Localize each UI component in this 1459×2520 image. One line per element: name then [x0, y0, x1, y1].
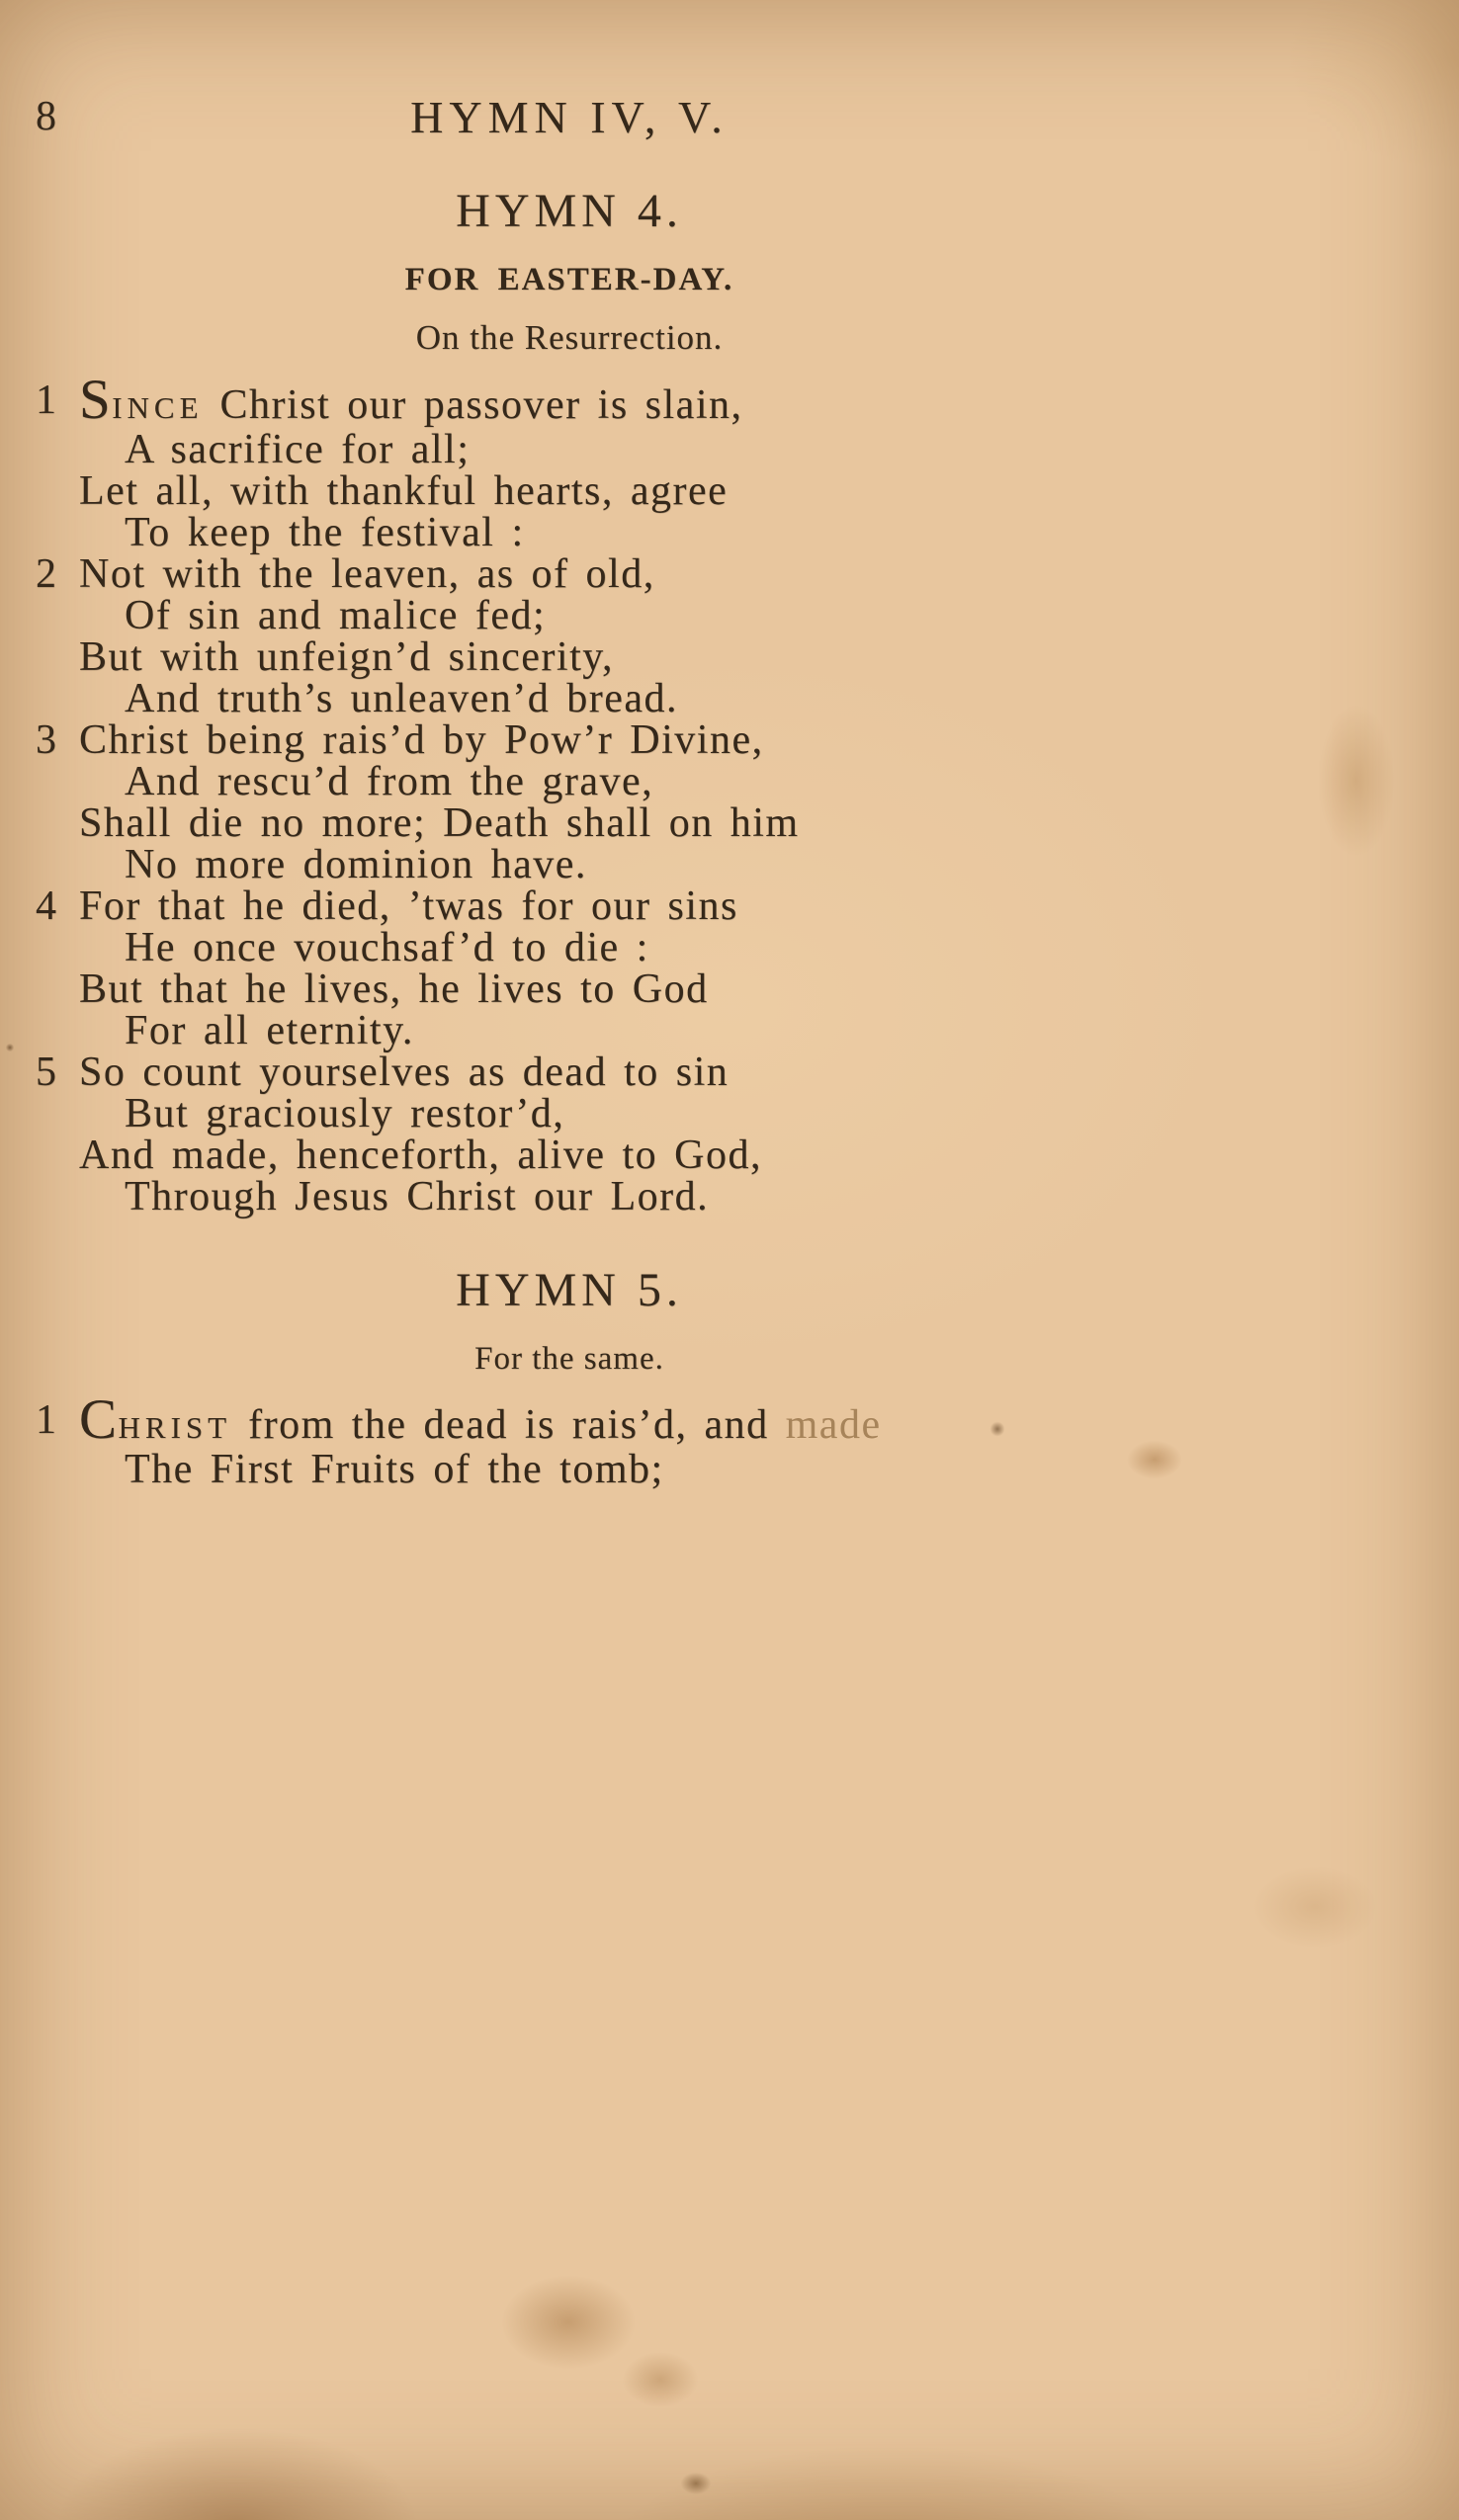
- verse-lines: [79, 719, 1103, 885]
- verse-5: [36, 1051, 1103, 1218]
- drop-capital: S: [79, 369, 113, 431]
- hymn-5-occasion: For the same.: [474, 1341, 664, 1377]
- verse-number: 1: [36, 378, 56, 423]
- verse-number: 1: [36, 1397, 56, 1443]
- verse-line: But with unfeign’d sincerity,: [79, 634, 615, 680]
- verse-line: [79, 1388, 1103, 1451]
- verse-line: And made, henceforth, alive to God,: [79, 1133, 762, 1178]
- small-caps-word: HRIST: [118, 1410, 232, 1445]
- verse-lines: [79, 369, 1103, 555]
- verse-number: 5: [36, 1050, 56, 1095]
- verse-line: And rescu’d from the grave,: [125, 759, 654, 804]
- small-caps-word: INCE: [112, 390, 204, 425]
- verse-line: Christ being rais’d by Pow’r Divine,: [79, 717, 764, 763]
- running-header: HYMN IV, V.: [410, 92, 729, 142]
- page-header: [36, 91, 1103, 140]
- verse-lines: [79, 553, 1103, 719]
- verse-3: [36, 719, 1103, 885]
- verse-line: To keep the festival :: [125, 510, 525, 555]
- hymn-4-title: HYMN 4.: [456, 185, 683, 237]
- hymn-5-verses: [36, 1388, 1103, 1492]
- verse-line: No more dominion have.: [125, 842, 587, 887]
- hymn-4-section: [36, 184, 1103, 1218]
- verse-line: For that he died, ’twas for our sins: [79, 883, 738, 929]
- verse-line: And truth’s unleaven’d bread.: [125, 676, 679, 721]
- drop-capital: C: [79, 1388, 119, 1451]
- verse-2: [36, 553, 1103, 719]
- verse-line: The First Fruits of the tomb;: [125, 1447, 664, 1492]
- verse-number: 3: [36, 717, 56, 763]
- verse-number: 2: [36, 551, 56, 597]
- verse-4: [36, 885, 1103, 1051]
- line-text: Christ our passover is slain,: [203, 382, 743, 428]
- hymn-5-section: [36, 1263, 1103, 1490]
- verse-1: [36, 369, 1103, 555]
- hymn-4-occasion: On the Resurrection.: [415, 318, 724, 357]
- verse-lines: [79, 1388, 1103, 1492]
- verse-number: 4: [36, 883, 56, 929]
- page-content: [36, 0, 1103, 1490]
- verse-line: Not with the leaven, as of old,: [79, 551, 655, 597]
- verse-line: Let all, with thankful hearts, agree: [79, 468, 729, 514]
- verse-line: So count yourselves as dead to sin: [79, 1050, 730, 1095]
- verse-lines: [79, 1051, 1103, 1218]
- hymn-5-title: HYMN 5.: [456, 1264, 683, 1316]
- page-number: 8: [36, 94, 56, 139]
- verse-line: Shall die no more; Death shall on him: [79, 800, 800, 846]
- verse-line: [79, 369, 1103, 431]
- verse-1: [36, 1388, 1103, 1492]
- verse-line: He once vouchsaf’d to die :: [125, 925, 649, 970]
- line-text: from the dead is rais’d, and: [231, 1402, 786, 1448]
- verse-line: Of sin and malice fed;: [125, 593, 547, 638]
- verse-line: Through Jesus Christ our Lord.: [125, 1174, 710, 1219]
- hymn-4-verses: [36, 369, 1103, 1219]
- verse-line: A sacrifice for all;: [125, 427, 471, 472]
- verse-line: But graciously restor’d,: [125, 1091, 565, 1136]
- verse-line: But that he lives, he lives to God: [79, 966, 709, 1012]
- hymn-4-subtitle: FOR EASTER-DAY.: [404, 262, 734, 297]
- verse-line: For all eternity.: [125, 1008, 414, 1053]
- faded-word: made: [785, 1402, 882, 1448]
- verse-lines: [79, 885, 1103, 1051]
